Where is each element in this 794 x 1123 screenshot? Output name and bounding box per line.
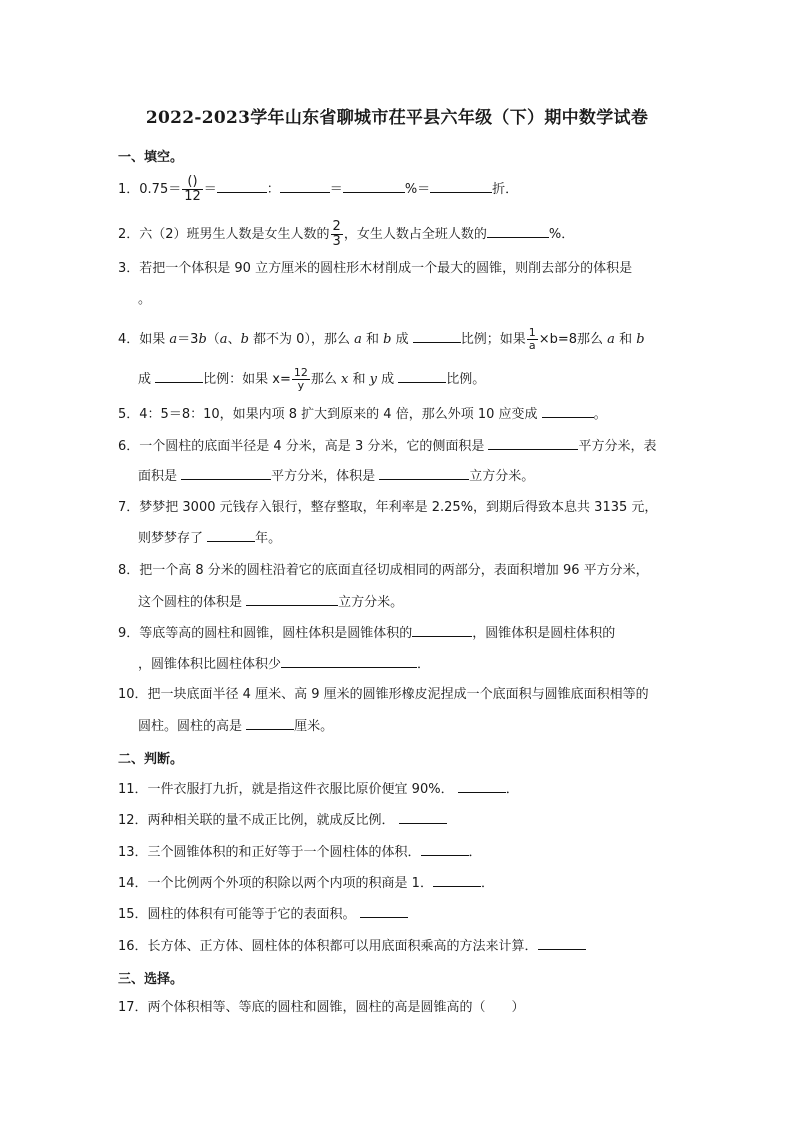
question-6: 6．一个圆柱的底面半径是 4 分米，高是 3 分米，它的侧面积是 平方分米，表 — [118, 439, 657, 454]
answer-blank[interactable] — [343, 180, 405, 193]
question-6-cont: 面积是 平方分米，体积是 立方分米。 — [138, 469, 535, 484]
answer-blank[interactable] — [412, 624, 472, 637]
answer-blank[interactable] — [360, 905, 408, 918]
section-fill-heading: 一、填空。 — [118, 150, 184, 165]
answer-blank[interactable] — [281, 655, 417, 668]
answer-blank[interactable] — [430, 180, 492, 193]
answer-blank[interactable] — [487, 225, 549, 238]
question-13: 13．三个圆锥体积的和正好等于一个圆柱体的体积． ． — [118, 845, 482, 860]
answer-blank[interactable] — [421, 843, 469, 856]
answer-blank[interactable] — [413, 330, 461, 343]
answer-blank[interactable] — [280, 180, 330, 193]
answer-blank[interactable] — [217, 180, 267, 193]
question-12: 12．两种相关联的量不成正比例，就成反比例． — [118, 811, 447, 830]
answer-blank[interactable] — [398, 370, 446, 383]
question-7: 7．梦梦把 3000 元钱存入银行，整存整取，年利率是 2.25%，到期后得致本息共 3135 元， — [118, 500, 658, 515]
question-3-cont: 。 — [138, 292, 152, 307]
answer-blank[interactable] — [379, 467, 469, 480]
question-7-cont: 则梦梦存了 年。 — [138, 531, 282, 546]
question-4: 4．如果 a＝3b（a、b 都不为 0），那么 a 和 b 成 比例；如果 $\frac{1}{a}$ ×b=8那么 a 和 b — [118, 326, 645, 352]
question-16: 16．长方体、正方体、圆柱体的体积都可以用底面积乘高的方法来计算． — [118, 937, 586, 956]
question-15: 15．圆柱的体积有可能等于它的表面积。 — [118, 905, 408, 924]
answer-blank[interactable] — [488, 437, 578, 450]
question-17: 17．两个体积相等、等底的圆柱和圆锥，圆柱的高是圆锥高的（ ） — [118, 1000, 525, 1015]
question-8: 8．把一个高 8 分米的圆柱沿着它的底面直径切成相同的两部分，表面积增加 96 平方分米， — [118, 563, 649, 578]
question-2: 2．六（2）班男生人数是女生人数的 $\frac{2}{3}$ ，女生人数占全班人数的 %． — [118, 219, 575, 249]
fraction: $\frac{2}{3}$ — [332, 219, 341, 249]
answer-blank[interactable] — [542, 405, 594, 418]
question-10-cont: 圆柱。圆柱的高是 厘米。 — [138, 719, 334, 734]
question-5: 5．4：5＝8：10，如果内项 8 扩大到原来的 4 倍，那么外项 10 应变成 。 — [118, 407, 607, 422]
fraction: $\frac{1}{a}$ — [528, 326, 536, 352]
page-title: 2022-2023学年山东省聊城市茌平县六年级（下）期中数学试卷 — [145, 108, 649, 128]
section-judge-heading: 二、判断。 — [118, 752, 184, 767]
question-14: 14．一个比例两个外项的积除以两个内项的积商是 1． ． — [118, 876, 494, 891]
answer-blank[interactable] — [433, 874, 481, 887]
answer-blank[interactable] — [399, 811, 447, 824]
question-4-cont: 成 比例：如果 x= $\frac{12}{y}$ 那么 x 和 y 成 比例。 — [138, 366, 486, 392]
section-choice-heading: 三、选择。 — [118, 972, 184, 987]
question-3: 3．若把一个体积是 90 立方厘米的圆柱形木材削成一个最大的圆锥，则削去部分的体积是 — [118, 261, 633, 276]
question-11: 11．一件衣服打九折，就是指这件衣服比原价便宜 90%． ． — [118, 782, 519, 797]
question-9-cont: ，圆锥体积比圆柱体积少 ． — [138, 657, 431, 672]
answer-blank[interactable] — [207, 529, 255, 542]
fraction: $\frac{12}{y}$ — [293, 366, 308, 392]
question-10: 10．把一块底面半径 4 厘米、高 9 厘米的圆锥形橡皮泥捏成一个底面积与圆锥底面积相等的 — [118, 687, 649, 702]
answer-blank[interactable] — [181, 467, 271, 480]
answer-blank[interactable] — [538, 937, 586, 950]
question-9: 9．等底等高的圆柱和圆锥，圆柱体积是圆锥体积的 ，圆锥体积是圆柱体积的 — [118, 626, 616, 641]
answer-blank[interactable] — [246, 717, 294, 730]
answer-blank[interactable] — [458, 780, 506, 793]
answer-blank[interactable] — [155, 370, 203, 383]
question-8-cont: 这个圆柱的体积是 立方分米。 — [138, 595, 404, 610]
question-1: 1．0.75＝ $\frac{()}{12}$ ＝ ： ＝ %＝ 折． — [118, 174, 519, 204]
answer-blank[interactable] — [246, 593, 338, 606]
fraction: $\frac{()}{12}$ — [184, 174, 201, 204]
